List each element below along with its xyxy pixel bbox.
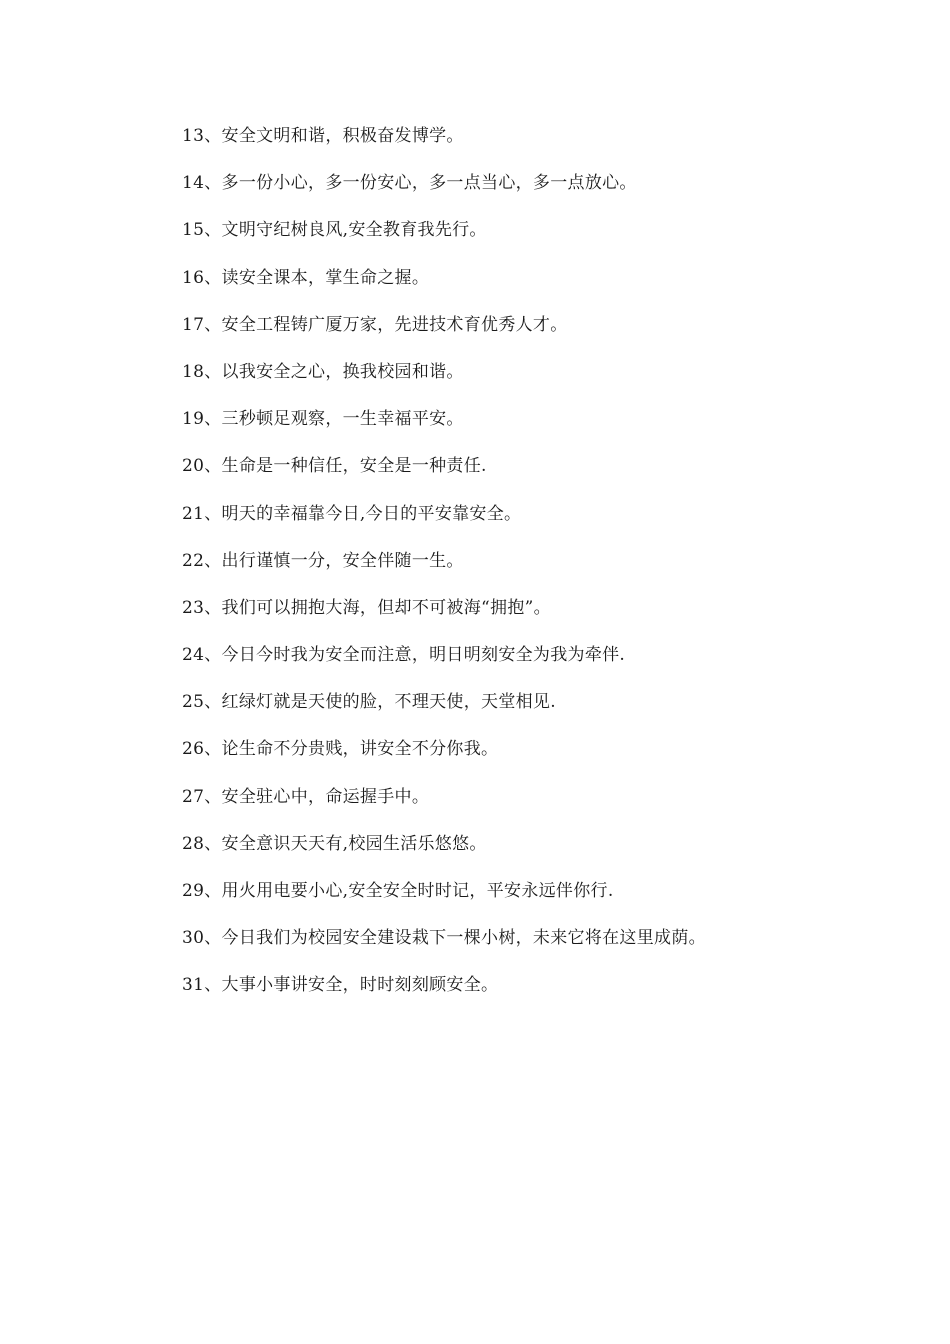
slogan-line-31: 31、大事小事讲安全，时时刻刻顾安全。 — [182, 975, 499, 996]
slogan-line-17: 17、安全工程铸广厦万家，先进技术育优秀人才。 — [182, 314, 568, 335]
slogan-line-30: 30、今日我们为校园安全建设栽下一棵小树，未来它将在这里成荫。 — [182, 928, 706, 949]
slogan-line-16: 16、读安全课本，掌生命之握。 — [182, 267, 430, 288]
slogan-line-15: 15、文明守纪树良风,安全教育我先行。 — [182, 220, 487, 241]
slogan-line-19: 19、三秒顿足观察，一生幸福平安。 — [182, 409, 464, 430]
slogan-line-22: 22、出行谨慎一分，安全伴随一生。 — [182, 550, 464, 571]
slogan-line-25: 25、红绿灯就是天使的脸，不理天使，天堂相见. — [182, 692, 556, 713]
slogan-line-26: 26、论生命不分贵贱，讲安全不分你我。 — [182, 739, 499, 760]
slogan-line-14: 14、多一份小心，多一份安心，多一点当心，多一点放心。 — [182, 173, 637, 194]
slogan-line-20: 20、生命是一种信任，安全是一种责任. — [182, 456, 487, 477]
slogan-line-27: 27、安全驻心中，命运握手中。 — [182, 786, 430, 807]
slogan-line-28: 28、安全意识天天有,校园生活乐悠悠。 — [182, 833, 487, 854]
slogan-line-23: 23、我们可以拥抱大海，但却不可被海“拥抱”。 — [182, 597, 551, 618]
slogan-line-29: 29、用火用电要小心,安全安全时时记，平安永远伴你行. — [182, 881, 614, 901]
slogan-line-24: 24、今日今时我为安全而注意，明日明刻安全为我为牵伴. — [182, 645, 626, 666]
slogan-list — [182, 124, 902, 1021]
slogan-line-21: 21、明天的幸福靠今日,今日的平安靠安全。 — [182, 503, 522, 524]
slogan-line-13: 13、安全文明和谐，积极奋发博学。 — [182, 126, 464, 146]
slogan-line-18: 18、以我安全之心，换我校园和谐。 — [182, 361, 464, 382]
